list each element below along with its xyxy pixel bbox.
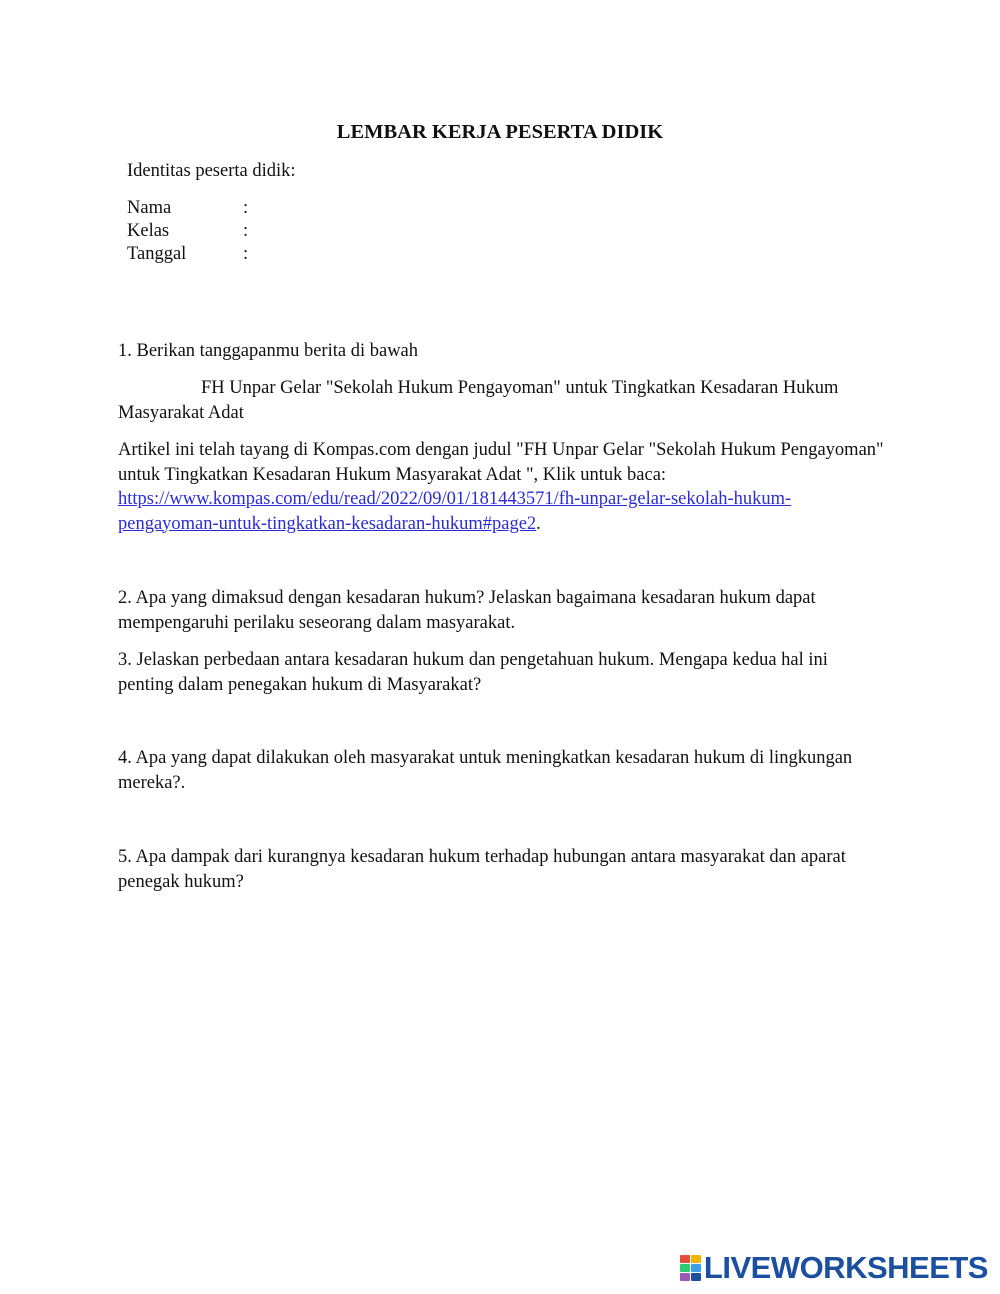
identity-label: Nama [127,198,172,218]
question-5: 5. Apa dampak dari kurangnya kesadaran hukum terhadap hubungan antara masyarakat dan aparat penegak hukum? [118,847,846,892]
identity-heading: Identitas peserta didik: [127,161,296,181]
question-4: 4. Apa yang dapat dilakukan oleh masyarakat untuk meningkatkan kesadaran hukum di lingkungan mereka?. [118,748,853,793]
identity-fields [127,196,327,265]
liveworksheets-brand [680,1250,988,1286]
article-source-text: Artikel ini telah tayang di Kompas.com dengan judul "FH Unpar Gelar "Sekolah Hukum Pengayoman" untuk Tingkatkan Kesadaran Hukum Masyarakat Adat ", Klik untuk baca: [118,440,884,485]
question-2: 2. Apa yang dimaksud dengan kesadaran hukum? Jelaskan bagaimana kesadaran hukum dapat mempengaruhi perilaku seseorang dalam masyarakat. [118,588,816,633]
question-3: 3. Jelaskan perbedaan antara kesadaran hukum dan pengetahuan hukum. Mengapa kedua hal ini penting dalam penegakan hukum di Masyarakat? [118,650,828,695]
article-source [118,438,888,536]
worksheet-title: LEMBAR KERJA PESERTA DIDIK [336,121,664,143]
identity-label: Kelas [127,221,170,241]
identity-separator: : [243,244,249,264]
identity-label: Tanggal [127,244,187,264]
identity-row-tanggal [127,242,327,265]
identity-separator: : [243,221,249,241]
article-link[interactable]: https://www.kompas.com/edu/read/2022/09/01/181443571/fh-unpar-gelar-sekolah-hukum-pengayoman-untuk-tingkatkan-kesadaran-hukum#page2 [118,489,792,534]
identity-row-nama [127,196,327,219]
brand-name: LIVEWORKSHEETS [703,1250,988,1285]
article-source-end: . [536,513,541,534]
identity-separator: : [243,198,249,218]
question-1: 1. Berikan tanggapanmu berita di bawah [118,341,419,361]
liveworksheets-logo-icon [680,1255,701,1282]
identity-row-kelas [127,219,327,242]
news-headline: FH Unpar Gelar "Sekolah Hukum Pengayoman" untuk Tingkatkan Kesadaran Hukum Masyarakat Adat [118,378,839,423]
